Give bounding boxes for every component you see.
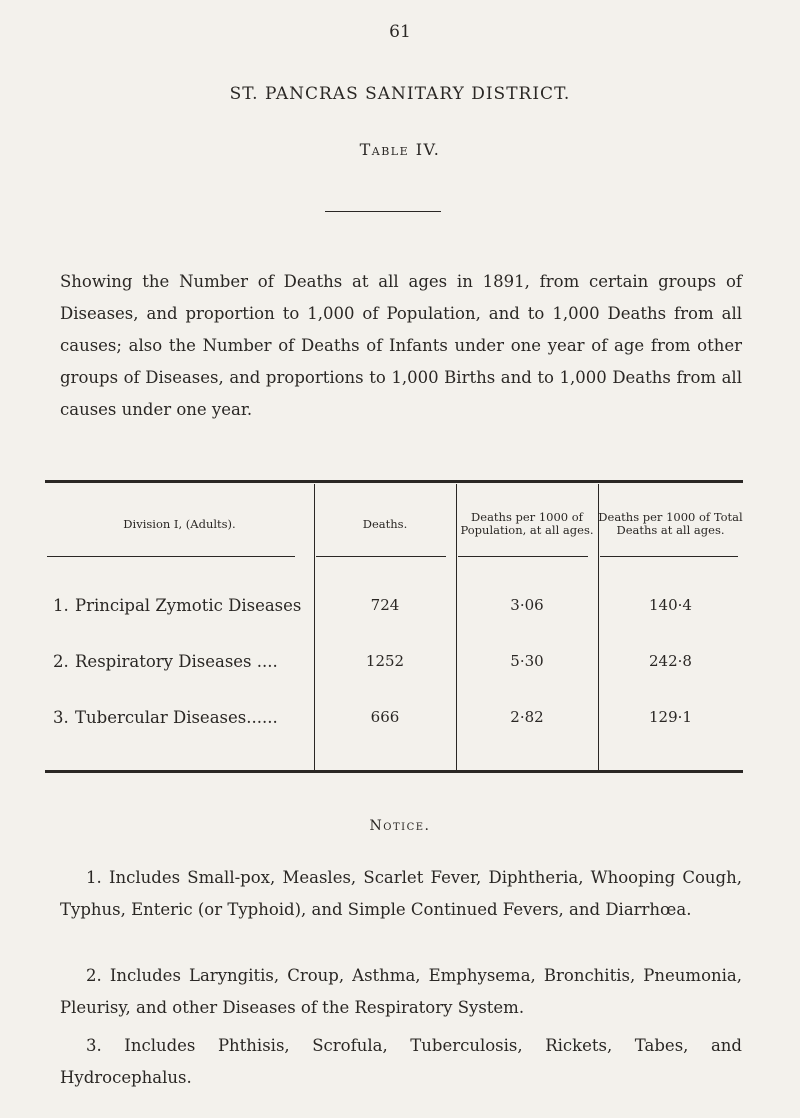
table-description: Showing the Number of Deaths at all ages in 1891, from certain groups of Diseases, and proportion to 1,000 of Population, and to 1,000 Deaths from all causes; also the Number of Deaths of Infants under one year of age from other groups of Diseases, and proportions to 1,000 Births and to 1,000 Deaths from all causes under one year. bbox=[60, 272, 742, 419]
header-underline bbox=[600, 556, 738, 557]
row-number: 3. bbox=[53, 708, 69, 727]
header-per-population: Deaths per 1000 of Population, at all ages. bbox=[460, 510, 594, 537]
notice-note: 3. Includes Phthisis, Scrofula, Tuberculosis, Rickets, Tabes, and Hydrocephalus. bbox=[60, 1036, 742, 1087]
row-per-population: 3·06 bbox=[510, 596, 544, 614]
row-disease: Principal Zymotic Diseases bbox=[75, 596, 302, 615]
row-deaths: 1252 bbox=[365, 652, 405, 670]
row-deaths: 666 bbox=[370, 708, 400, 726]
short-divider bbox=[325, 211, 441, 212]
table-top-rule bbox=[45, 480, 743, 483]
row-number: 2. bbox=[53, 652, 69, 671]
header-division: Division I, (Adults). bbox=[123, 516, 236, 531]
notice-heading: Notice. bbox=[369, 818, 431, 834]
district-title: ST. PANCRAS SANITARY DISTRICT. bbox=[229, 84, 571, 104]
notice-note: 2. Includes Laryngitis, Croup, Asthma, Emphysema, Bronchitis, Pneumonia, Pleurisy, and other Diseases of the Respiratory System. bbox=[60, 966, 742, 1017]
table-row bbox=[45, 596, 743, 626]
notice-note: 1. Includes Small-pox, Measles, Scarlet Fever, Diphtheria, Whooping Cough, Typhus, Enteric (or Typhoid), and Simple Continued Fevers, and Diarrhœa. bbox=[60, 868, 742, 919]
header-per-total: Deaths per 1000 of Total Deaths at all ages. bbox=[598, 510, 743, 537]
header-underline bbox=[316, 556, 446, 557]
table-row bbox=[45, 652, 743, 682]
row-per-total: 129·1 bbox=[649, 708, 692, 726]
page-number: 61 bbox=[389, 22, 411, 42]
row-per-population: 5·30 bbox=[510, 652, 544, 670]
table-row bbox=[45, 708, 743, 738]
row-per-total: 140·4 bbox=[649, 596, 692, 614]
row-per-population: 2·82 bbox=[510, 708, 544, 726]
table-bottom-rule bbox=[45, 770, 743, 773]
row-number: 1. bbox=[53, 596, 69, 615]
table-caption: Table IV. bbox=[359, 140, 441, 159]
header-underline bbox=[458, 556, 588, 557]
row-disease: Respiratory Diseases .... bbox=[75, 652, 278, 671]
row-deaths: 724 bbox=[370, 596, 400, 614]
row-disease: Tubercular Diseases...... bbox=[75, 708, 278, 727]
row-per-total: 242·8 bbox=[649, 652, 692, 670]
header-underline bbox=[47, 556, 295, 557]
header-deaths: Deaths. bbox=[362, 516, 408, 531]
